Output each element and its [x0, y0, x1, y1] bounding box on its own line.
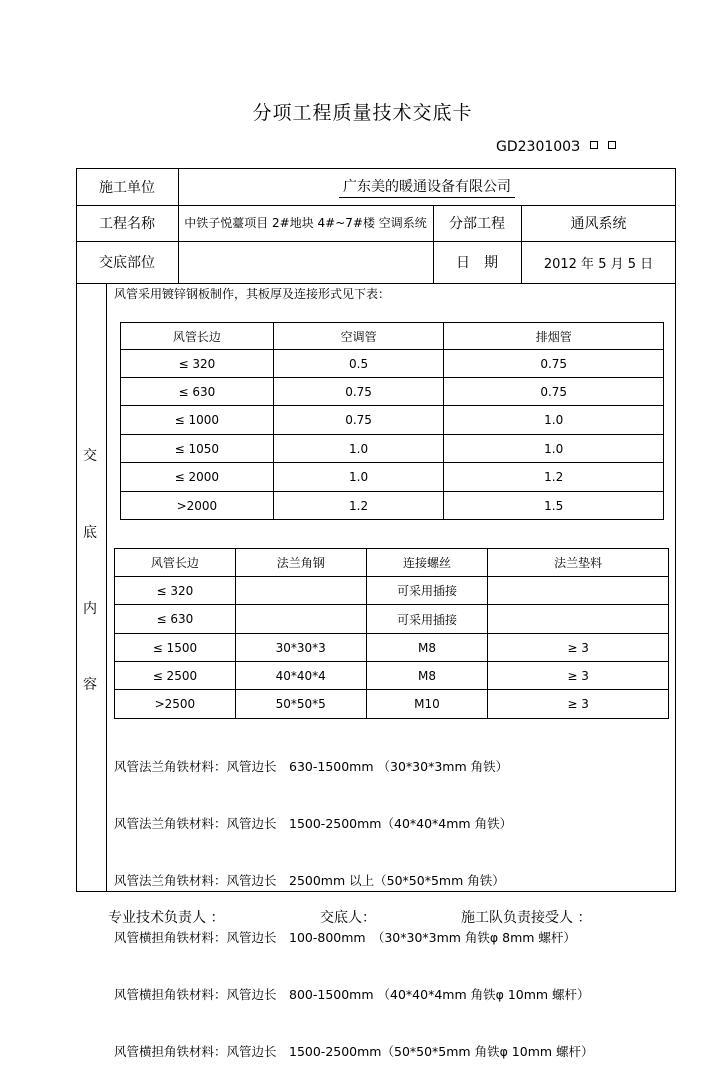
table-row: [115, 634, 669, 662]
table-header-row: [115, 549, 669, 577]
thickness-table: [120, 322, 664, 520]
table-cell: 1.5: [444, 492, 664, 520]
header-cell: 风管长边: [121, 323, 274, 350]
tech-lead-signature: 专业技术负责人 ：: [108, 910, 225, 926]
sub-project-value: 通风系统: [570, 216, 627, 232]
table-row: [115, 690, 669, 719]
project-value: 中铁子悦薹项目 2#地块 4#~7#楼 空调系统: [184, 216, 427, 230]
table-cell: 1.0: [444, 435, 664, 463]
table-cell: ≥ 3: [488, 634, 669, 662]
note-line: 风管法兰角铁材料：风管边长 1500-2500mm（40*40*4mm 角铁）: [114, 816, 513, 831]
table-cell: ≤ 630: [115, 605, 236, 634]
checkbox-icon: [608, 141, 616, 149]
receiver-signature: 施工队负责接受人 ：: [461, 910, 592, 926]
table-row: [115, 577, 669, 605]
table-cell: ≥ 3: [488, 690, 669, 719]
table-cell: 1.0: [273, 435, 444, 463]
table-row: [121, 406, 664, 435]
sub-project-label: 分部工程: [449, 216, 505, 232]
flange-table: [114, 548, 669, 719]
table-cell: 0.75: [273, 378, 444, 406]
date-label: 日 期: [456, 255, 498, 271]
table-cell: ≤ 2000: [121, 463, 274, 492]
table-cell: M10: [366, 690, 488, 719]
table-row: [115, 605, 669, 634]
date-value: 2012 年 5 月 5 日: [543, 256, 654, 272]
table-cell: [488, 605, 669, 634]
table-cell: ≤ 1050: [121, 435, 274, 463]
material-notes: [114, 719, 594, 1080]
header-cell: 排烟管: [444, 323, 664, 350]
table-cell: [488, 577, 669, 605]
table-cell: 可采用插接: [366, 577, 488, 605]
part-label: 交底部位: [99, 255, 155, 271]
table-cell: 1.0: [444, 406, 664, 435]
table-row: [115, 662, 669, 690]
side-label-char: 容: [83, 677, 97, 693]
row-divider: [76, 283, 676, 284]
side-label-char: 内: [83, 601, 97, 617]
table-cell: [235, 577, 366, 605]
header-cell: 连接螺丝: [366, 549, 488, 577]
table-header-row: [121, 323, 664, 350]
table-cell: ≤ 320: [121, 350, 274, 378]
table-cell: ≤ 320: [115, 577, 236, 605]
page-title: 分项工程质量技术交底卡: [252, 102, 473, 124]
table-cell: 40*40*4: [235, 662, 366, 690]
table-cell: 0.75: [444, 350, 664, 378]
unit-value: [178, 168, 676, 205]
table-cell: ≤ 1500: [115, 634, 236, 662]
unit-value-text: 广东美的暖通设备有限公司: [339, 176, 515, 198]
table-cell: 可采用插接: [366, 605, 488, 634]
table-row: [121, 463, 664, 492]
note-line: 风管横担角铁材料：风管边长 1500-2500mm（50*50*5mm 角铁φ 10mm 螺杆）: [114, 1044, 594, 1059]
note-line: 风管法兰角铁材料：风管边长 630-1500mm （30*30*3mm 角铁）: [114, 759, 509, 774]
note-line: 风管法兰角铁材料：风管边长 2500mm 以上（50*50*5mm 角铁）: [114, 873, 505, 888]
table-row: [121, 435, 664, 463]
table-cell: ≤ 630: [121, 378, 274, 406]
header-cell: 空调管: [273, 323, 444, 350]
table-cell: M8: [366, 634, 488, 662]
header-cell: 法兰垫料: [488, 549, 669, 577]
table-row: [121, 492, 664, 520]
part-value: [178, 241, 433, 283]
table-cell: 30*30*3: [235, 634, 366, 662]
note-line: 风管横担角铁材料：风管边长 100-800mm （30*30*3mm 角铁φ 8mm 螺杆）: [114, 930, 576, 945]
checkbox-icon: [590, 141, 598, 149]
side-label-char: 交: [83, 448, 97, 464]
table-row: [121, 378, 664, 406]
table-cell: 50*50*5: [235, 690, 366, 719]
table-cell: 0.75: [444, 378, 664, 406]
table-cell: >2500: [115, 690, 236, 719]
table-cell: 1.2: [273, 492, 444, 520]
table-cell: 0.75: [273, 406, 444, 435]
table-row: [121, 350, 664, 378]
column-divider: [106, 283, 107, 892]
document-number: [496, 139, 616, 155]
table-cell: ≤ 1000: [121, 406, 274, 435]
table-cell: 0.5: [273, 350, 444, 378]
unit-label: 施工单位: [99, 179, 155, 196]
table-cell: 1.0: [273, 463, 444, 492]
document-number-text: GD230100З: [496, 139, 581, 155]
table-cell: M8: [366, 662, 488, 690]
table-cell: [235, 605, 366, 634]
note-line: 风管横担角铁材料：风管边长 800-1500mm （40*40*4mm 角铁φ 10mm 螺杆）: [114, 987, 590, 1002]
side-label-char: 底: [83, 525, 97, 541]
table-cell: 1.2: [444, 463, 664, 492]
table-cell: ≤ 2500: [115, 662, 236, 690]
table-cell: >2000: [121, 492, 274, 520]
header-cell: 法兰角钢: [235, 549, 366, 577]
project-label: 工程名称: [99, 216, 155, 232]
intro-text: 风管采用镀锌钢板制作，其板厚及连接形式见下表：: [114, 287, 391, 301]
table-cell: ≥ 3: [488, 662, 669, 690]
header-cell: 风管长边: [115, 549, 236, 577]
discloser-signature: 交底人：: [320, 910, 376, 926]
